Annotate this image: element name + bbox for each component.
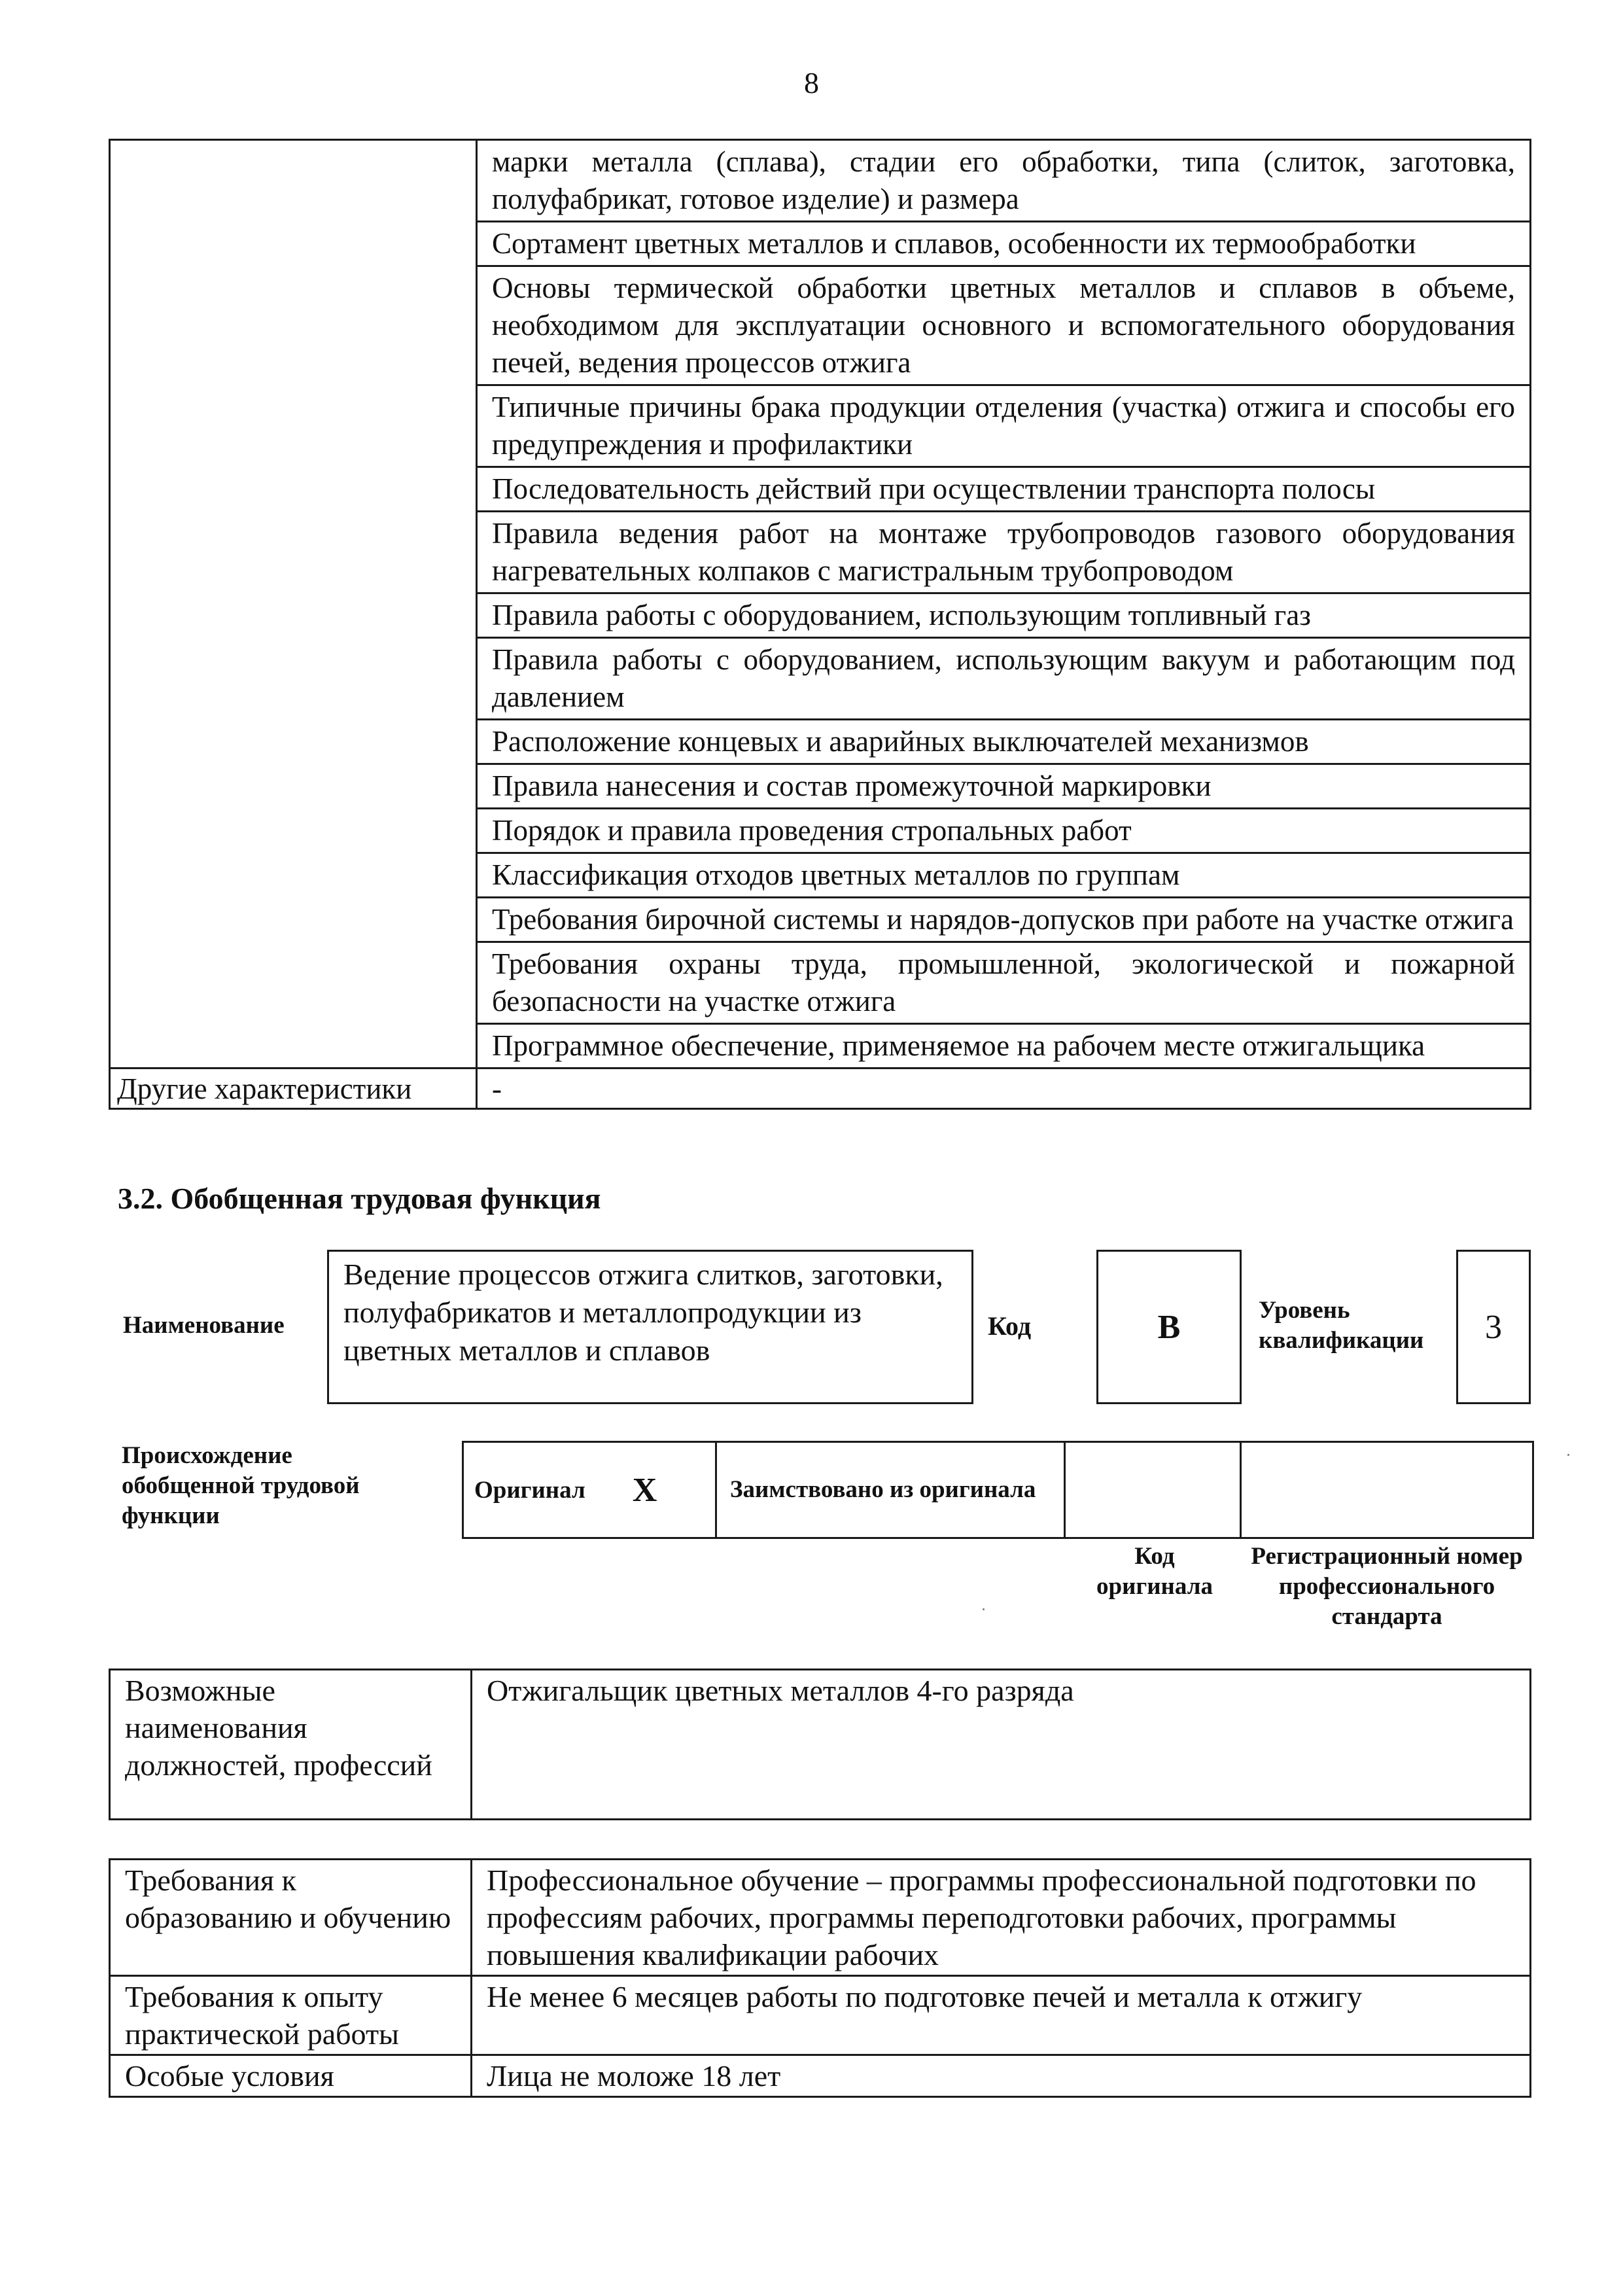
scan-speck: [983, 1608, 985, 1610]
positions-label: Возможные наименования должностей, профессий: [110, 1670, 472, 1820]
origin-borrowed-label: Заимствовано из оригинала: [730, 1476, 1036, 1503]
section-title: 3.2. Обобщенная трудовая функция: [118, 1182, 601, 1215]
knowledge-item: Порядок и правила проведения стропальных работ: [477, 809, 1531, 853]
requirement-label: Требования к опыту практической работы: [110, 1976, 472, 2055]
origin-reg-caption: Регистрационный номер профессионального стандарта: [1251, 1543, 1523, 1630]
origin-code-caption: Код оригинала: [1096, 1543, 1213, 1600]
knowledge-item: Правила ведения работ на монтаже трубопроводов газового оборудования нагревательных колпаков с магистральным трубопроводом: [477, 512, 1531, 593]
knowledge-item: Классификация отходов цветных металлов по группам: [477, 853, 1531, 898]
scan-speck: [1567, 1454, 1569, 1456]
table-row: [110, 1069, 1531, 1109]
knowledge-item: Программное обеспечение, применяемое на рабочем месте отжигальщика: [477, 1024, 1531, 1069]
requirement-label: Требования к образованию и обучению: [110, 1860, 472, 1976]
knowledge-item: Основы термической обработки цветных металлов и сплавов в объеме, необходимом для эксплуатации основного и вспомогательного оборудования печей, ведения процессов отжига: [477, 266, 1531, 385]
knowledge-item: Правила работы с оборудованием, использующим топливный газ: [477, 593, 1531, 638]
knowledge-item: Правила работы с оборудованием, использующим вакуум и работающим под давлением: [477, 638, 1531, 720]
table-row: [110, 2055, 1531, 2097]
function-code-value: В: [1096, 1250, 1242, 1404]
qualification-level-label: Уровень квалификации: [1259, 1297, 1424, 1354]
knowledge-item: Расположение концевых и аварийных выключателей механизмов: [477, 720, 1531, 764]
knowledge-label-cell: [110, 140, 477, 1069]
origin-original-label: Оригинал: [474, 1476, 585, 1504]
other-characteristics-value: -: [477, 1069, 1531, 1109]
origin-reg-number-cell: [1241, 1442, 1533, 1538]
knowledge-table: [109, 139, 1531, 1110]
requirement-label: Особые условия: [110, 2055, 472, 2097]
knowledge-item: Требования охраны труда, промышленной, экологической и пожарной безопасности на участке отжига: [477, 942, 1531, 1024]
other-characteristics-label: Другие характеристики: [110, 1069, 477, 1109]
function-code-label: Код: [988, 1311, 1032, 1341]
knowledge-item: Требования бирочной системы и нарядов-допусков при работе на участке отжига: [477, 898, 1531, 942]
qualification-level-value: 3: [1456, 1250, 1531, 1404]
function-name-value: Ведение процессов отжига слитков, заготовки, полуфабрикатов и металлопродукции из цветных металлов и сплавов: [327, 1250, 973, 1404]
page-number: 8: [804, 66, 819, 99]
origin-code-cell: [1065, 1442, 1241, 1538]
knowledge-item: марки металла (сплава), стадии его обработки, типа (слиток, заготовка, полуфабрикат, готовое изделие) и размера: [477, 140, 1531, 222]
knowledge-item: Правила нанесения и состав промежуточной маркировки: [477, 764, 1531, 809]
knowledge-item: Сортамент цветных металлов и сплавов, особенности их термообработки: [477, 222, 1531, 266]
origin-original-mark: X: [632, 1471, 657, 1509]
requirement-value: Профессиональное обучение – программы профессиональной подготовки по профессиям рабочих, программы переподготовки рабочих, программы повышения квалификации рабочих: [472, 1860, 1531, 1976]
positions-value: Отжигальщик цветных металлов 4-го разряда: [472, 1670, 1531, 1820]
knowledge-item: Последовательность действий при осуществлении транспорта полосы: [477, 467, 1531, 512]
positions-table: [109, 1669, 1531, 1820]
table-row: [463, 1442, 1533, 1538]
requirement-value: Лица не моложе 18 лет: [472, 2055, 1531, 2097]
table-row: [110, 1860, 1531, 1976]
function-name-label: Наименование: [123, 1312, 285, 1339]
table-row: [110, 1670, 1531, 1820]
requirements-table: [109, 1858, 1531, 2098]
origin-label: Происхождение обобщенной трудовой функции: [122, 1442, 360, 1529]
origin-original-cell: [463, 1442, 716, 1538]
table-row: [110, 1976, 1531, 2055]
origin-borrowed-cell: [716, 1442, 1065, 1538]
origin-table: [462, 1441, 1534, 1539]
knowledge-item: Типичные причины брака продукции отделения (участка) отжига и способы его предупреждения и профилактики: [477, 385, 1531, 467]
table-row: [110, 140, 1531, 222]
requirement-value: Не менее 6 месяцев работы по подготовке печей и металла к отжигу: [472, 1976, 1531, 2055]
